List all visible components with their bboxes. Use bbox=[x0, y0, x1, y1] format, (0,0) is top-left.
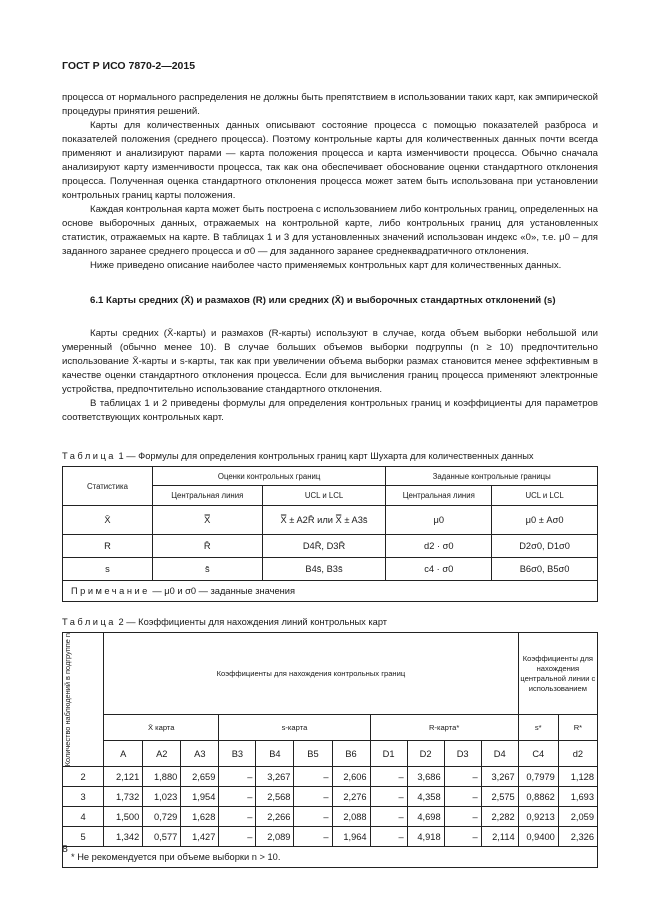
t2-cell: – bbox=[370, 767, 407, 787]
document-header: ГОСТ Р ИСО 7870-2—2015 bbox=[62, 60, 196, 72]
t2-cell: 3,267 bbox=[256, 767, 294, 787]
t2-col: D2 bbox=[407, 741, 444, 767]
t2-cell: 3,267 bbox=[481, 767, 518, 787]
t2-cell: 1,342 bbox=[104, 827, 143, 847]
t2-header-central: Коэффициенты для нахождения центральной линии с использованием bbox=[518, 633, 597, 715]
t1-header-central-2: Центральная линия bbox=[386, 486, 492, 506]
t2-col: B6 bbox=[332, 741, 370, 767]
t2-cell: 0,9400 bbox=[518, 827, 558, 847]
t2-cell: 2,282 bbox=[481, 807, 518, 827]
table2-caption bbox=[62, 617, 387, 627]
t1-header-statistic: Статистика bbox=[63, 467, 153, 506]
t1-central-est: X̿ bbox=[152, 506, 262, 535]
t2-cell-n: 2 bbox=[63, 767, 104, 787]
table-row bbox=[63, 506, 598, 535]
t2-cell: 1,880 bbox=[143, 767, 181, 787]
t2-cell: 2,114 bbox=[481, 827, 518, 847]
t1-limits-est: B4s̄, B3s̄ bbox=[262, 558, 386, 581]
t2-cell: – bbox=[444, 807, 481, 827]
table1-caption-label: Таблица bbox=[62, 451, 116, 461]
t2-cell: 0,577 bbox=[143, 827, 181, 847]
t2-cell: – bbox=[444, 827, 481, 847]
t2-col: A2 bbox=[143, 741, 181, 767]
t2-cell-n: 5 bbox=[63, 827, 104, 847]
t2-col: C4 bbox=[518, 741, 558, 767]
t2-cell: 4,698 bbox=[407, 807, 444, 827]
t1-central-given: c4 · σ0 bbox=[386, 558, 492, 581]
table-row bbox=[63, 535, 598, 558]
t2-cell: 2,575 bbox=[481, 787, 518, 807]
table2-caption-label: Таблица bbox=[62, 617, 116, 627]
t2-col: A bbox=[104, 741, 143, 767]
section-text bbox=[62, 327, 598, 425]
t2-cell: – bbox=[219, 787, 256, 807]
t2-cell: – bbox=[294, 767, 332, 787]
t2-cell: – bbox=[370, 807, 407, 827]
t1-central-given: μ0 bbox=[386, 506, 492, 535]
paragraph-2: Карты для количественных данных описывают состояние процесса с помощью показателей разброса и показателей положения (среднего процесса). Поэтому контрольные карты для количественных данных почти всегда применяют и анализируют парами — карта положения процесса и карта изменчивости процесса. Обычно сначала анализируют карту изменчивости процесса, так как она обеспечивает обоснование оценки стандартного отклонения процесса. Полученная оценка стандартного отклонения процесса может затем быть использована при установлении контрольных границ карты положения. bbox=[62, 120, 598, 201]
t2-cell: 1,628 bbox=[181, 807, 219, 827]
t1-note bbox=[63, 581, 598, 602]
t2-cell: 2,606 bbox=[332, 767, 370, 787]
t2-col: B5 bbox=[294, 741, 332, 767]
t2-cell: – bbox=[294, 807, 332, 827]
t1-central-est: s̄ bbox=[152, 558, 262, 581]
t2-cell: 2,089 bbox=[256, 827, 294, 847]
t2-cell: 3,686 bbox=[407, 767, 444, 787]
t2-cell: 1,954 bbox=[181, 787, 219, 807]
t1-limits-given: D2σ0, D1σ0 bbox=[492, 535, 598, 558]
paragraph-1: процесса от нормального распределения не должны быть препятствием в использовании таких карт, как эмпирической процедуры принятия решений. bbox=[62, 92, 598, 117]
t2-header-rcard: R-карта* bbox=[370, 715, 518, 741]
table1-caption-text: 1 — Формулы для определения контрольных границ карт Шухарта для количественных данных bbox=[118, 451, 534, 461]
intro-text bbox=[62, 91, 598, 273]
t2-cell: 2,326 bbox=[558, 827, 597, 847]
t1-stat: R bbox=[63, 535, 153, 558]
t1-limits-given: B6σ0, B5σ0 bbox=[492, 558, 598, 581]
t1-limits-est: X̿ ± A2R̄ или X̿ ± A3s̄ bbox=[262, 506, 386, 535]
t2-header-sstar: s* bbox=[518, 715, 558, 741]
table-row bbox=[63, 807, 598, 827]
t2-header-rstar: R* bbox=[558, 715, 597, 741]
section-title: 6.1 Карты средних (X̄) и размахов (R) или средних (X̄) и выборочных стандартных отклонений (s) bbox=[90, 295, 556, 306]
t2-cell: 1,128 bbox=[558, 767, 597, 787]
t2-col: D1 bbox=[370, 741, 407, 767]
t2-cell: – bbox=[370, 827, 407, 847]
table-row bbox=[63, 787, 598, 807]
t1-header-ucl-1: UCL и LCL bbox=[262, 486, 386, 506]
t2-cell: – bbox=[444, 767, 481, 787]
t2-cell: 4,918 bbox=[407, 827, 444, 847]
t2-cell: – bbox=[219, 827, 256, 847]
t1-header-central-1: Центральная линия bbox=[152, 486, 262, 506]
t2-cell: 2,659 bbox=[181, 767, 219, 787]
t2-col: B3 bbox=[219, 741, 256, 767]
table-row bbox=[63, 827, 598, 847]
t2-cell: 2,121 bbox=[104, 767, 143, 787]
table1-caption bbox=[62, 451, 534, 461]
t2-cell: 4,358 bbox=[407, 787, 444, 807]
table-row bbox=[63, 767, 598, 787]
table-1 bbox=[62, 466, 598, 602]
t2-col: B4 bbox=[256, 741, 294, 767]
t2-cell: 2,059 bbox=[558, 807, 597, 827]
section-paragraph-1: Карты средних (X̄-карты) и размахов (R-карты) используют в случае, когда объем выборки небольшой или умеренный (обычно менее 10). В случае больших объемов выборки подгруппы (n ≥ 10) предпочтительно использование X̄-карты и s-карты, так как при увеличении объема выборки размах становится менее эффективным в качестве оценки стандартного отклонения процесса. Если для вычисления границ процесса применяют электронные устройства, предпочтительно использование стандартного отклонения. bbox=[62, 328, 598, 395]
t2-col: d2 bbox=[558, 741, 597, 767]
t2-cell: 1,693 bbox=[558, 787, 597, 807]
t2-header-scard: s-карта bbox=[219, 715, 370, 741]
t1-note-label: Примечание bbox=[71, 586, 150, 596]
t2-cell: 1,964 bbox=[332, 827, 370, 847]
paragraph-3: Каждая контрольная карта может быть построена с использованием либо контрольных границ, определенных на основе выборочных данных, отражаемых на контрольной карте, либо контрольных границ для установленных статистик, отражаемых на карте. В таблицах 1 и 3 для установленных значений использован индекс «0», т.е. μ0 – для заданного заранее среднего процесса и σ0 — для заданного заранее среднеквадратичного отклонения. bbox=[62, 204, 598, 257]
t2-header-limits: Коэффициенты для нахождения контрольных границ bbox=[104, 633, 519, 715]
t2-col: D3 bbox=[444, 741, 481, 767]
t2-cell: 0,7979 bbox=[518, 767, 558, 787]
t1-central-given: d2 · σ0 bbox=[386, 535, 492, 558]
t1-limits-given: μ0 ± Aσ0 bbox=[492, 506, 598, 535]
t2-cell: – bbox=[444, 787, 481, 807]
t2-cell: 0,729 bbox=[143, 807, 181, 827]
t2-cell: – bbox=[219, 807, 256, 827]
table2-caption-text: 2 — Коэффициенты для нахождения линий контрольных карт bbox=[118, 617, 388, 627]
t2-cell: 2,266 bbox=[256, 807, 294, 827]
t2-cell: 0,9213 bbox=[518, 807, 558, 827]
t1-header-estimated: Оценки контрольных границ bbox=[152, 467, 386, 486]
t2-header-n-text: Количество наблюдений в подгруппе n bbox=[63, 633, 72, 767]
t1-stat: s bbox=[63, 558, 153, 581]
t2-cell: – bbox=[294, 827, 332, 847]
t2-header-xcard: X̄ карта bbox=[104, 715, 219, 741]
t2-cell: 1,427 bbox=[181, 827, 219, 847]
t1-header-given: Заданные контрольные границы bbox=[386, 467, 598, 486]
t2-cell: – bbox=[370, 787, 407, 807]
t2-cell: – bbox=[294, 787, 332, 807]
t2-cell: 1,023 bbox=[143, 787, 181, 807]
section-paragraph-2: В таблицах 1 и 2 приведены формулы для определения контрольных границ и коэффициенты для параметров соответствующих контрольных карт. bbox=[62, 398, 598, 423]
t2-footnote: * Не рекомендуется при объеме выборки n > 10. bbox=[63, 847, 598, 868]
t2-cell: 2,276 bbox=[332, 787, 370, 807]
t1-header-ucl-2: UCL и LCL bbox=[492, 486, 598, 506]
t2-cell: 1,732 bbox=[104, 787, 143, 807]
t2-cell: 2,088 bbox=[332, 807, 370, 827]
t2-cell-n: 3 bbox=[63, 787, 104, 807]
page-number: 8 bbox=[62, 843, 68, 855]
paragraph-4: Ниже приведено описание наиболее часто применяемых контрольных карт для количественных данных. bbox=[90, 260, 562, 271]
t2-cell: 1,500 bbox=[104, 807, 143, 827]
t2-cell-n: 4 bbox=[63, 807, 104, 827]
t2-cell: 2,568 bbox=[256, 787, 294, 807]
t2-cell: 0,8862 bbox=[518, 787, 558, 807]
t1-central-est: R̄ bbox=[152, 535, 262, 558]
t2-header-n bbox=[63, 633, 104, 767]
t1-note-text: — μ0 и σ0 — заданные значения bbox=[152, 586, 296, 596]
t1-stat: X̄ bbox=[63, 506, 153, 535]
t2-col: A3 bbox=[181, 741, 219, 767]
table-2 bbox=[62, 632, 598, 868]
table-row bbox=[63, 558, 598, 581]
t1-limits-est: D4R̄, D3R̄ bbox=[262, 535, 386, 558]
t2-coef-header-row bbox=[63, 741, 598, 767]
t2-cell: – bbox=[219, 767, 256, 787]
t2-col: D4 bbox=[481, 741, 518, 767]
